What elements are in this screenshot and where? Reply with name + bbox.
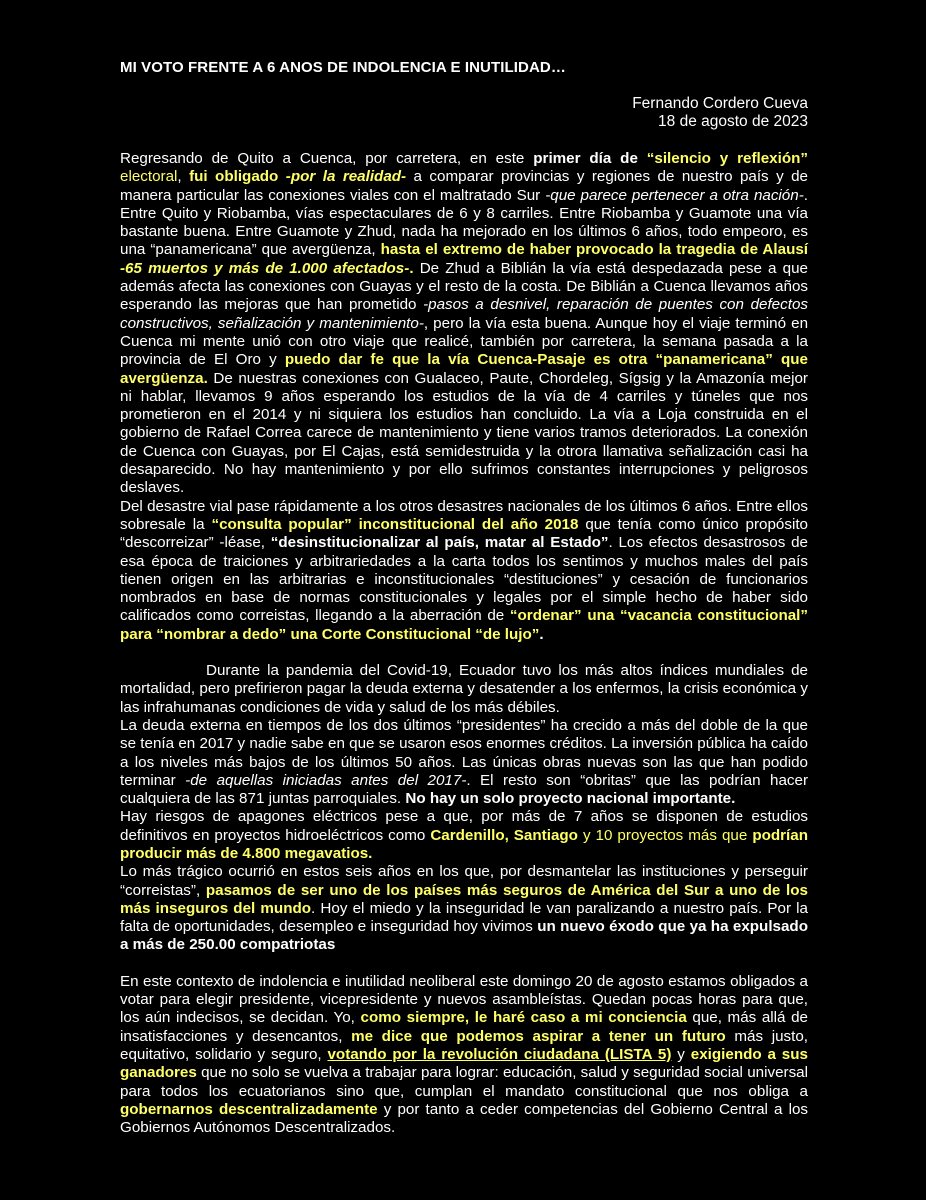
paragraph-p2 [120, 498, 808, 644]
text-run: -pasos a desnivel, reparación de puentes con defectos constructivos, señalización y mantenimiento- [120, 296, 808, 332]
text-run: En este contexto de indolencia e inutilidad neoliberal este domingo 20 de agosto estamos obligados a votar para elegir presidente, vicepresidente y nuevos asambleístas. Quedan pocas horas para que, los aún indecisos, se decidan. Yo, [120, 972, 808, 1027]
highlighted-text: votando por la revolución ciudadana (LISTA 5) [327, 1045, 672, 1063]
text-run: . El resto son “obritas” que las podrían hacer cualquiera de las 871 juntas parroquiales. [120, 771, 809, 808]
paragraph-p1 [120, 150, 808, 498]
text-run: -que parece pertenecer a otra nación- [545, 186, 804, 204]
highlighted-text: -por la realidad- [285, 168, 407, 186]
text-run: Hay riesgos de apagones eléctricos pese a que, por más de 7 años se disponen de estudios definitivos en proyectos hidroeléctricos como [120, 808, 808, 844]
text-run: De Zhud a Biblián la vía está despedazada pese a que además afecta las conexiones con Guayas y el resto de la costa. De Biblián a Cuenca llevamos años esperando las mejoras que han prometido [120, 259, 808, 314]
byline [120, 95, 808, 131]
text-run: . Entre Quito y Riobamba, vías espectaculares de 6 y 8 carriles. Entre Riobamba y Guamote una vía bastante buena. Entre Guamote y Zhud, nada ha mejorado en los últimos 6 años, todo empeoro, es una “panamericana” que avergüenza, [120, 186, 808, 259]
text-run: Del desastre vial pase rápidamente a los otros desastres nacionales de los últimos 6 años. Entre ellos sobresale la [120, 497, 808, 533]
document-title: MI VOTO FRENTE A 6 ANOS DE INDOLENCIA E INUTILIDAD… [120, 59, 566, 76]
highlighted-text: . [409, 259, 420, 277]
text-run: . Hoy el miedo y la inseguridad le van paralizando a nuestro país. Por la falta de oportunidades, desempleo e inseguridad hoy vivimos [120, 899, 808, 936]
text-run: que tenía como único propósito “descorreizar” -léase, [120, 515, 808, 552]
text-run: a comparar provincias y regiones de nuestro país y de manera particular las conexiones viales con el maltratado Sur [120, 168, 808, 204]
text-run: “desinstitucionalizar al país, matar al Estado” [270, 534, 609, 552]
highlighted-text: electoral [120, 168, 178, 186]
paragraph-p3 [120, 662, 808, 717]
text-run: La deuda externa en tiempos de los dos últimos “presidentes” ha crecido a más del doble de la que se tenía en 2017 y nadie sabe en que se usaron esos enormes créditos. La inversión pública ha caído a los niveles más bajos de los últimos 50 años. Las únicas obras nuevas son las que han podido terminar [120, 716, 808, 789]
text-run: primer día de [533, 150, 647, 167]
text-run: y por tanto a ceder competencias del Gobierno Central a los Gobiernos Autónomos Descentralizados. [120, 1100, 808, 1137]
paragraph-spacer [120, 644, 808, 662]
highlighted-text: podrían producir más de 4.800 megavatios. [120, 826, 808, 862]
text-run: No hay un solo proyecto nacional importante. [405, 790, 736, 808]
highlighted-text: Cardenillo, Santiago [430, 826, 578, 844]
highlighted-text: puedo dar fe que la vía Cuenca-Pasaje es otra “panamericana” que avergüenza. [120, 351, 808, 387]
paragraph-p6 [120, 863, 808, 954]
text-run: , pero la vía esta buena. Aunque hoy el viaje terminó en Cuenca mi mente unió con otro viaje que realicé, también por carretera, la semana pasada a la provincia de El Oro y [120, 314, 809, 369]
paragraph-p7 [120, 973, 808, 1138]
highlighted-text: hasta el extremo de haber provocado la tragedia de Alausí [380, 241, 809, 259]
highlighted-text: gobernarnos descentralizadamente [120, 1100, 378, 1118]
text-run: De nuestras conexiones con Gualaceo, Paute, Chordeleg, Sígsig y la Amazonía mejor ni hablar, llevamos 9 años esperando los estudios de la vía de 4 carriles y túneles que nos prometieron en el 2014 y ni siquiera los estudios han concluido. La vía a Loja construida en el gobierno de Rafael Correa carece de mantenimiento y tiene varios tramos deteriorados. La conexión de Cuenca con Guayas, por El Cajas, está semidestruida y la otrora llamativa señalización casi ha desaparecido. No hay mantenimiento y por ello sufrimos constantes interrupciones y peligrosos deslaves. [120, 369, 808, 497]
paragraph-spacer [120, 955, 808, 973]
highlighted-text: “silencio y reflexión” [646, 150, 808, 167]
highlighted-text: pasamos de ser uno de los países más seguros de América del Sur a uno de los más inseguros del mundo [120, 881, 809, 917]
text-run: que no solo se vuelva a trabajar para lograr: educación, salud y seguridad social universal para todos los ecuatorianos sino que, cumplan el mandato constitucional que nos obliga a [120, 1064, 808, 1100]
text-run: , [177, 168, 190, 186]
highlighted-text: me dice que podemos aspirar a tener un futuro [351, 1027, 726, 1045]
text-run: -de aquellas iniciadas antes del 2017- [185, 771, 467, 789]
highlighted-text: -65 muertos y más de 1.000 afectados- [120, 259, 410, 277]
text-run: un nuevo éxodo que ya ha expulsado a más de 250.00 compatriotas [120, 918, 808, 954]
text-run: Durante la pandemia del Covid-19, Ecuador tuvo los más altos índices mundiales de mortalidad, pero prefirieron pagar la deuda externa y desatender a los enfermos, la crisis económica y las infrahumanas condiciones de vida y salud de los más débiles. [120, 662, 808, 716]
text-run: Lo más trágico ocurrió en estos seis años en los que, por desmantelar las instituciones y perseguir “correistas”, [120, 863, 808, 899]
text-run: que, más allá de insatisfacciones y desencantos, [120, 1009, 808, 1045]
publication-date: 18 de agosto de 2023 [658, 113, 808, 130]
highlighted-text: fui obligado [189, 168, 286, 186]
highlighted-text: como siempre, le haré caso a mi conciencia [360, 1009, 687, 1027]
text-run: más justo, equitativo, solidario y seguro, [120, 1027, 808, 1063]
highlighted-text: “ordenar” una “vacancia constitucional” para “nombrar a dedo” una Corte Constitucional “de lujo” [120, 607, 808, 643]
document-page [120, 58, 808, 1137]
article-body [120, 150, 808, 1137]
highlighted-text: y 10 proyectos más que [577, 826, 753, 844]
paragraph-p5 [120, 808, 808, 863]
author-name: Fernando Cordero Cueva [632, 95, 808, 112]
text-run: Regresando de Quito a Cuenca, por carretera, en este [120, 150, 534, 167]
text-run: . Los efectos desastrosos de esa época de traiciones y arbitrariedades a la carta todos los sentimos y muchos males del país tienen origen en las arbitrarias e inconstitucionales “destituciones” y cesación de funcionarios nombrados en base de normas constitucionales y legales por el simple hecho de haber sido calificados como correistas, llegando a la aberración de [120, 534, 808, 625]
text-run: . [539, 625, 544, 643]
highlighted-text: exigiendo a sus ganadores [120, 1045, 808, 1082]
highlighted-text: “consulta popular” inconstitucional del año 2018 [211, 515, 579, 533]
paragraph-p4 [120, 717, 808, 808]
text-run: y [671, 1045, 691, 1063]
